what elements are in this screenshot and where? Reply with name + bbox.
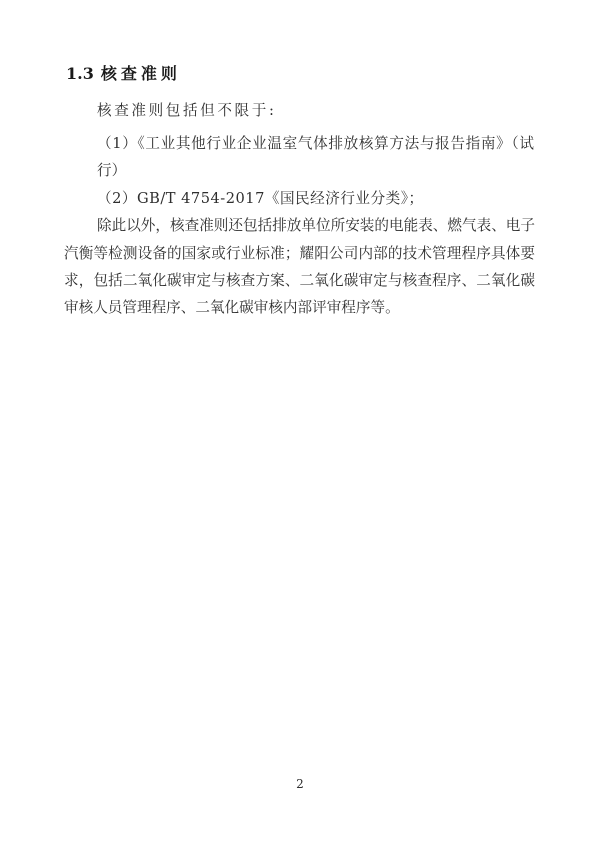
page-number: 2 bbox=[296, 777, 304, 791]
paragraph-additional-line-4: 审核人员管理程序、二氧化碳审核内部评审程序等。 bbox=[64, 299, 400, 316]
paragraph-additional-line-2: 汽衡等检测设备的国家或行业标准；耀阳公司内部的技术管理程序具体要 bbox=[64, 245, 535, 262]
section-title: 核查准则 bbox=[100, 64, 181, 83]
section-heading bbox=[66, 63, 181, 85]
paragraph-intro-line: 核查准则包括但不限于: bbox=[97, 102, 277, 119]
paragraph-additional-line-1: 除此以外，核查准则还包括排放单位所安装的电能表、燃气表、电子 bbox=[97, 217, 535, 234]
section-number: 1.3 bbox=[66, 64, 94, 83]
paragraph-additional-line-3: 求，包括二氧化碳审定与核查方案、二氧化碳审定与核查程序、二氧化碳 bbox=[64, 272, 535, 289]
list-item-2-line: （2）GB/T 4754-2017《国民经济行业分类》； bbox=[97, 190, 424, 207]
list-item-1-line-2: 行） bbox=[97, 162, 127, 179]
list-item-1-line-1: （1）《工业其他行业企业温室气体排放核算方法与报告指南》（试 bbox=[97, 135, 534, 152]
